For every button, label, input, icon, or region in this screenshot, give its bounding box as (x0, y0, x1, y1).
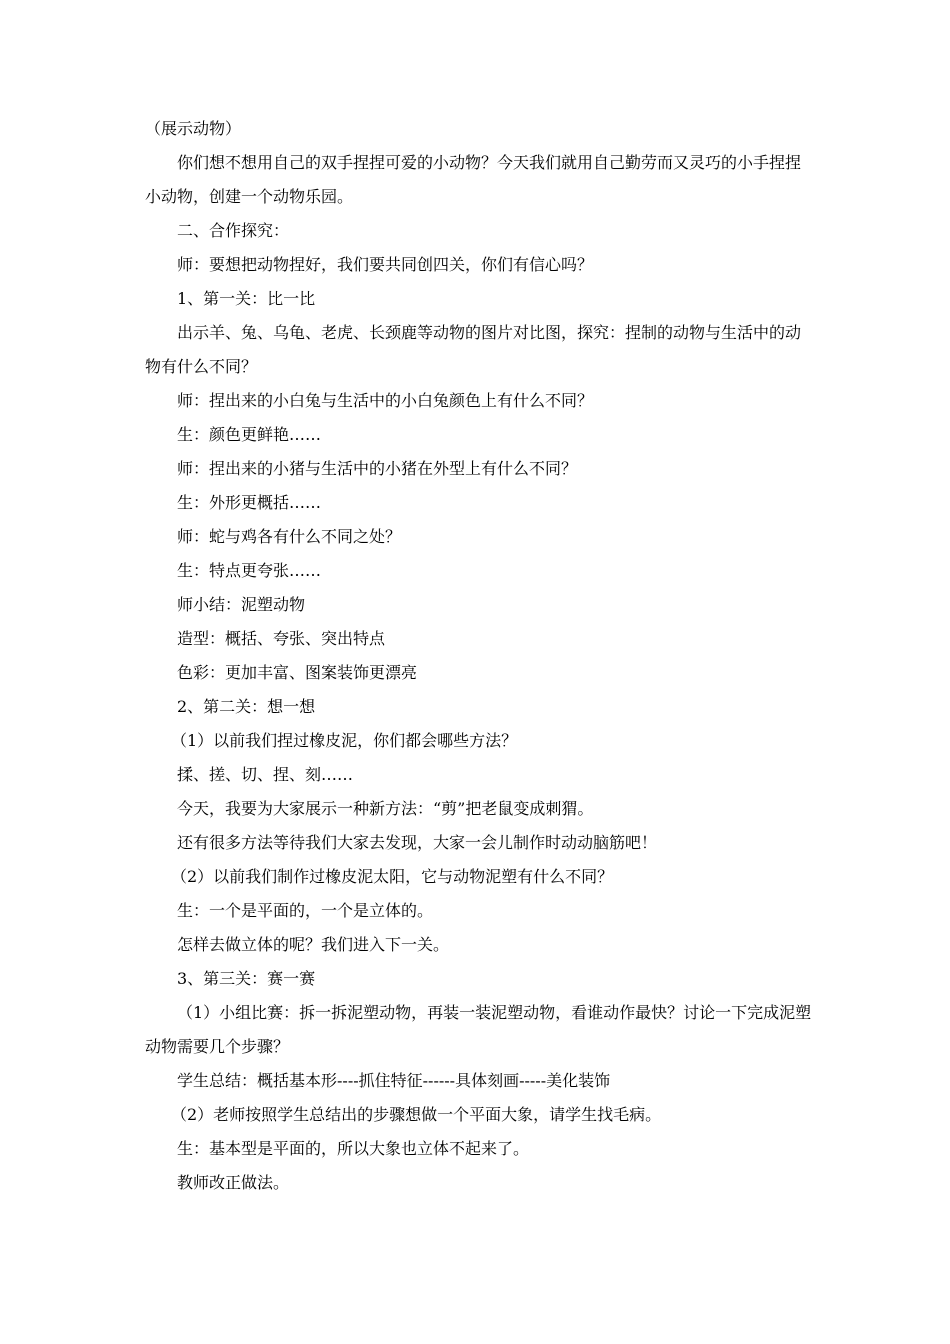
paragraph-intro: 你们想不想用自己的双手捏捏可爱的小动物？今天我们就用自己勤劳而又灵巧的小手捏捏小动物，创建一个动物乐园。 (145, 153, 802, 206)
paragraph-compare-pictures: 出示羊、兔、乌龟、老虎、长颈鹿等动物的图片对比图，探究：捏制的动物与生活中的动物有什么不同？ (145, 323, 802, 376)
paragraph-student-shape: 生：外形更概括…… (177, 493, 322, 512)
subheading-level-one: 1、第一关：比一比 (177, 289, 316, 308)
paragraph-teacher-pig: 师：捏出来的小猪与生活中的小猪在外型上有什么不同？ (177, 459, 578, 478)
paragraph-teacher-snake-chicken: 师：蛇与鸡各有什么不同之处？ (177, 527, 402, 546)
paragraph-teacher-corrects: 教师改正做法。 (177, 1173, 290, 1192)
paragraph-next-level: 怎样去做立体的呢？我们进入下一关。 (177, 935, 450, 954)
paragraph-sun-question: （2）以前我们制作过橡皮泥太阳，它与动物泥塑有什么不同？ (171, 867, 614, 886)
paragraph-methods-question: （1）以前我们捏过橡皮泥，你们都会哪些方法？ (171, 731, 518, 750)
paragraph-student-summary-steps: 学生总结：概括基本形----抓住特征------具体刻画-----美化装饰 (177, 1071, 611, 1090)
paragraph-show-animals: （展示动物） (145, 119, 242, 138)
paragraph-new-method: 今天，我要为大家展示一种新方法：“剪”把老鼠变成刺猬。 (177, 799, 594, 818)
paragraph-student-color: 生：颜色更鲜艳…… (177, 425, 322, 444)
paragraph-teacher-rabbit: 师：捏出来的小白兔与生活中的小白兔颜色上有什么不同？ (177, 391, 594, 410)
paragraph-teacher-four-levels: 师：要想把动物捏好，我们要共同创四关，你们有信心吗？ (177, 255, 594, 274)
paragraph-group-contest: （1）小组比赛：拆一拆泥塑动物，再装一装泥塑动物，看谁动作最快？讨论一下完成泥塑动物需要几个步骤？ (145, 1003, 812, 1056)
paragraph-teacher-summary: 师小结：泥塑动物 (177, 595, 306, 614)
paragraph-more-methods: 还有很多方法等待我们大家去发现，大家一会儿制作时动动脑筋吧！ (177, 833, 658, 852)
section-heading-cooperative-inquiry: 二、合作探究： (177, 221, 290, 240)
document-body (145, 112, 815, 1200)
paragraph-color: 色彩：更加丰富、图案装饰更漂亮 (177, 663, 418, 682)
paragraph-shaping: 造型：概括、夸张、突出特点 (177, 629, 386, 648)
paragraph-methods-list: 揉、搓、切、捏、刻…… (177, 765, 354, 784)
paragraph-student-elephant-flat: 生：基本型是平面的，所以大象也立体不起来了。 (177, 1139, 530, 1158)
paragraph-teacher-elephant: （2）老师按照学生总结出的步骤想做一个平面大象，请学生找毛病。 (171, 1105, 662, 1124)
subheading-level-three: 3、第三关：赛一赛 (177, 969, 316, 988)
paragraph-student-flat-vs-3d: 生：一个是平面的，一个是立体的。 (177, 901, 434, 920)
paragraph-student-features: 生：特点更夸张…… (177, 561, 322, 580)
subheading-level-two: 2、第二关：想一想 (177, 697, 316, 716)
